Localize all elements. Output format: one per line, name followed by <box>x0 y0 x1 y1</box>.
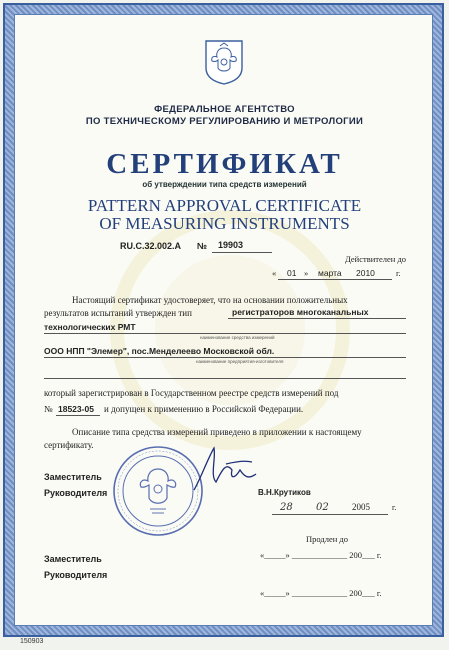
coat-of-arms-icon <box>203 38 245 86</box>
valid-until-label: Действителен до <box>345 254 407 264</box>
english-title-line-1: PATTERN APPROVAL CERTIFICATE <box>87 196 362 215</box>
body-paragraph-1-line-2: результатов испытаний утвержден тип <box>44 308 192 318</box>
certificate-number: 19903 <box>218 240 244 250</box>
manufacturer-underline <box>44 357 406 358</box>
instrument-caption: наименование средства измерений <box>200 335 275 340</box>
manufacturer-caption: наименование предприятия-изготовителя <box>196 359 284 364</box>
extension-role-line-2: Руководителя <box>44 570 108 580</box>
instrument-name-line-1: регистраторов многоканальных <box>232 307 369 317</box>
instrument-name-line-2: технологических РМТ <box>44 322 136 332</box>
certificate-code: RU.C.32.002.A <box>120 241 182 251</box>
certificate-title: СЕРТИФИКАТ <box>106 148 343 180</box>
registry-number: 18523-05 <box>58 404 94 414</box>
manufacturer-name: ООО НПП "Элемер", пос.Менделеево Московской обл. <box>44 346 275 356</box>
extension-role-line-1: Заместитель <box>44 554 102 564</box>
extension-date-blank-2: «_____» _____________ 200___ г. <box>260 588 382 598</box>
body-paragraph-3-line-1: Описание типа средства измерений приведено в приложении к настоящему <box>72 427 362 437</box>
certificate-subtitle: об утверждении типа средств измерений <box>142 180 307 189</box>
number-underline <box>212 252 272 253</box>
watermark-center <box>155 255 305 405</box>
validity-day: 01 <box>287 268 297 278</box>
signature-date-day: 28 <box>280 502 293 513</box>
validity-quote-open: « <box>272 268 277 278</box>
signature-date-suffix: г. <box>392 503 397 512</box>
signer-name: В.Н.Крутиков <box>258 488 311 497</box>
body-paragraph-1-line-1: Настоящий сертификат удостоверяет, что на основании положительных <box>72 295 348 305</box>
signature-date-underline <box>272 514 388 515</box>
validity-quote-close: » <box>304 268 309 278</box>
signature-date-year: 2005 <box>352 502 370 512</box>
blank-line <box>44 378 406 379</box>
validity-year-suffix: г. <box>396 268 401 278</box>
number-sign: № <box>197 241 208 251</box>
registry-no-label: № <box>44 404 53 414</box>
instrument-underline-1 <box>228 318 406 319</box>
validity-year: 2010 <box>356 268 375 278</box>
english-title-line-2: OF MEASURING INSTRUMENTS <box>99 214 350 233</box>
signer-role-line-2: Руководителя <box>44 488 108 498</box>
handwritten-signature <box>186 440 266 495</box>
admitted-text: и допущен к применению в Российской Федерации. <box>104 404 304 414</box>
signature-date-month: 02 <box>316 502 329 513</box>
body-paragraph-3-line-2: сертификату. <box>44 440 94 450</box>
agency-line-1: ФЕДЕРАЛЬНОЕ АГЕНТСТВО <box>154 104 295 115</box>
extension-date-blank: «_____» _____________ 200___ г. <box>260 550 382 560</box>
validity-month: марта <box>318 268 342 278</box>
validity-underline <box>278 279 392 280</box>
instrument-underline-2 <box>44 333 406 334</box>
signer-role-line-1: Заместитель <box>44 472 102 482</box>
registry-underline <box>56 415 100 416</box>
extension-label: Продлен до <box>306 534 348 544</box>
serial-number: 150903 <box>20 638 44 645</box>
agency-line-2: ПО ТЕХНИЧЕСКОМУ РЕГУЛИРОВАНИЮ И МЕТРОЛОГИИ <box>85 116 364 127</box>
registry-text: который зарегистрирован в Государственном реестре средств измерений под <box>44 388 339 398</box>
